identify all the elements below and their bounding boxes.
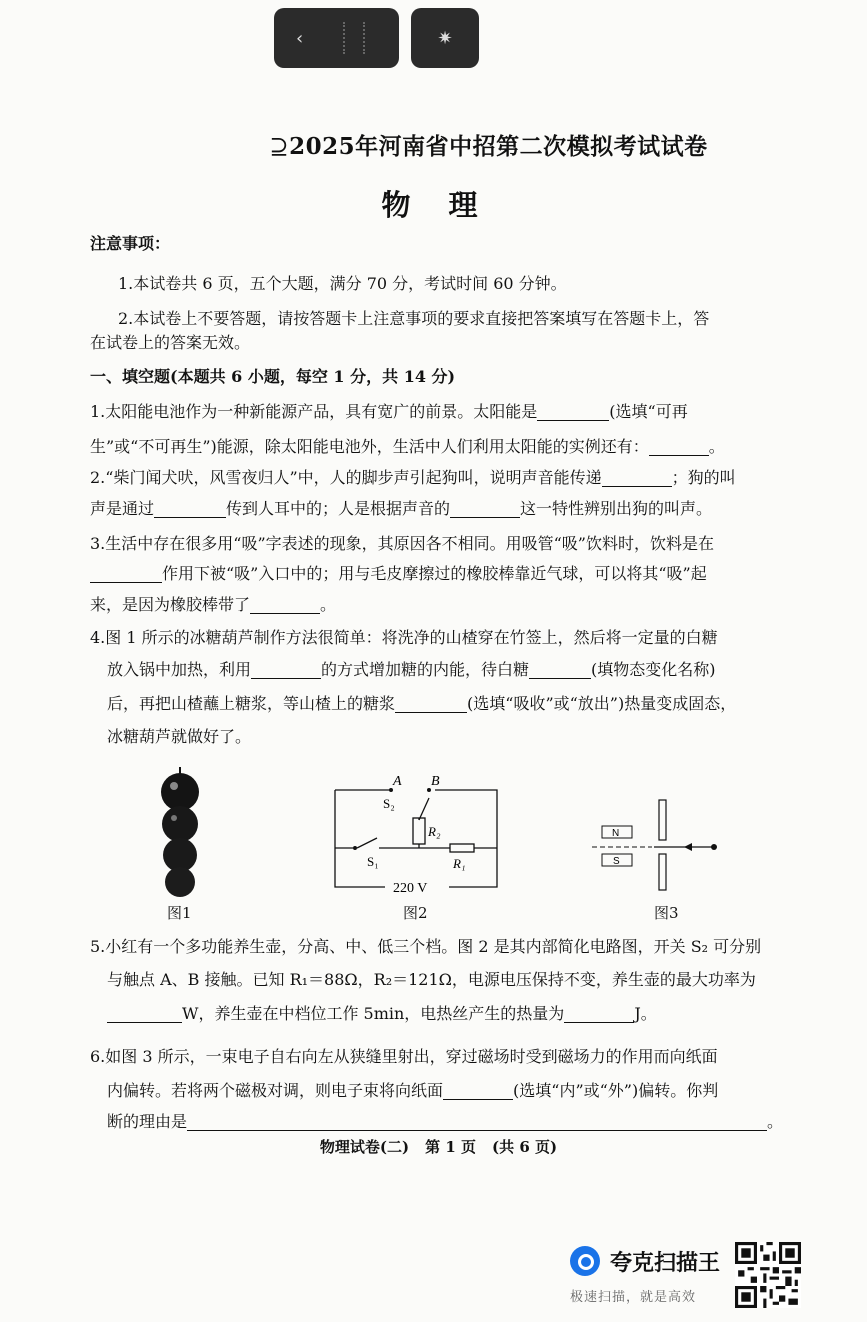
question-4-line3: 后，再把山楂蘸上糖浆，等山楂上的糖浆 (选填“吸收”或“放出”)热量变成固态， [107,694,737,713]
notice-heading: 注意事项： [90,234,171,253]
answer-blank[interactable] [443,1079,513,1100]
settings-button[interactable] [411,8,479,68]
question-5: 5.小红有一个多功能养生壶，分高、中、低三个档。图 2 是其内部简化电路图，开关 S₂ 可分别 [90,937,762,956]
notice-item-2: 2.本试卷上不要答题，请按答题卡上注意事项的要求直接把答案填写在答题卡上，答 [118,309,710,328]
question-1-cont: 生”或“不可再生”)能源，除太阳能电池外，生活中人们利用太阳能的实例还有： 。 [90,437,725,456]
question-2: 2.“柴门闻犬吠，风雪夜归人”中，人的脚步声引起狗叫，说明声音能传递 ；狗的叫 [90,468,736,487]
label-a: A [393,774,402,789]
answer-blank[interactable] [250,593,320,614]
figure-1-caption: 图1 [167,904,192,922]
answer-blank[interactable] [187,1110,767,1131]
answer-blank[interactable] [395,692,467,713]
answer-blank[interactable] [90,562,162,583]
drag-handle-icon [343,22,365,54]
answer-blank[interactable] [450,497,520,518]
qr-code-icon [735,1242,801,1308]
figure-3-magnetic-field [592,796,722,892]
question-4: 4.图 1 所示的冰糖葫芦制作方法很简单：将洗净的山楂穿在竹签上，然后将一定量的白糖 [90,628,718,647]
answer-blank[interactable] [649,435,709,456]
figure-2-circuit [325,770,505,898]
label-voltage: 220 V [393,881,428,896]
subject-title: 物理 [381,188,516,222]
answer-blank[interactable] [537,400,609,421]
question-6-cont: 内偏转。若将两个磁极对调，则电子束将向纸面 (选填“内”或“外”)偏转。你判 [107,1081,719,1100]
section-heading: 一、填空题(本题共 6 小题，每空 1 分，共 14 分) [90,367,456,386]
answer-blank[interactable] [107,1002,182,1023]
figure-1-candied-haws [150,762,210,897]
exam-title: ⊇2025年河南省中招第二次模拟考试试卷 [269,133,708,160]
question-4-end: 冰糖葫芦就做好了。 [107,727,252,746]
question-4-cont: 放入锅中加热，利用 的方式增加糖的内能，待白糖 (填物态变化名称) [107,660,716,679]
question-5-end: W，养生壶在中档位工作 5min，电热丝产生的热量为 J。 [107,997,807,1031]
figure-2-caption: 图2 [403,904,428,922]
question-6-end: 断的理由是 。 [107,1112,784,1131]
question-3: 3.生活中存在很多用“吸”字表述的现象，其原因各不相同。用吸管“吸”饮料时，饮料是在 [90,534,714,553]
answer-blank[interactable] [564,1002,634,1023]
label-r1: R₁ [453,856,466,871]
page-footer: 物理试卷(二) 第 1 页 (共 6 页) [319,1138,558,1156]
label-s1: S₁ [367,854,379,869]
answer-blank[interactable] [251,658,321,679]
label-s2: S₂ [383,796,395,811]
question-6: 6.如图 3 所示，一束电子自右向左从狭缝里射出，穿过磁场时受到磁场力的作用而向纸面 [90,1047,718,1066]
back-button[interactable] [274,8,399,68]
gear-icon: ✷ [437,27,453,49]
answer-blank[interactable] [154,497,226,518]
notice-item-1: 1.本试卷共 6 页，五个大题，满分 70 分，考试时间 60 分钟。 [118,274,567,293]
answer-blank[interactable] [602,466,672,487]
question-3-end: 来，是因为橡胶棒带了 。 [90,595,337,614]
notice-item-2-cont: 在试卷上的答案无效。 [90,333,251,352]
app-logo-icon [570,1246,600,1276]
question-2-cont: 声是通过 传到人耳中的；人是根据声音的 这一特性辨别出狗的叫声。 [90,499,713,518]
question-1: 1.太阳能电池作为一种新能源产品，具有宽广的前景。太阳能是 (选填“可再 [90,402,688,421]
label-r2: R₂ [428,824,441,839]
answer-blank[interactable] [529,658,591,679]
question-5-cont: 与触点 A、B 接触。已知 R₁＝88Ω，R₂＝121Ω，电源电压保持不变，养生壶的最大功率为 [107,970,756,989]
chevron-left-icon: ‹ [296,27,304,49]
label-s-pole: S [613,856,620,867]
label-n-pole: N [612,828,620,839]
question-3-cont: 作用下被“吸”入口中的；用与毛皮摩擦过的橡胶棒靠近气球，可以将其“吸”起 [90,557,790,591]
figure-3-caption: 图3 [654,904,679,922]
label-b: B [431,774,440,789]
